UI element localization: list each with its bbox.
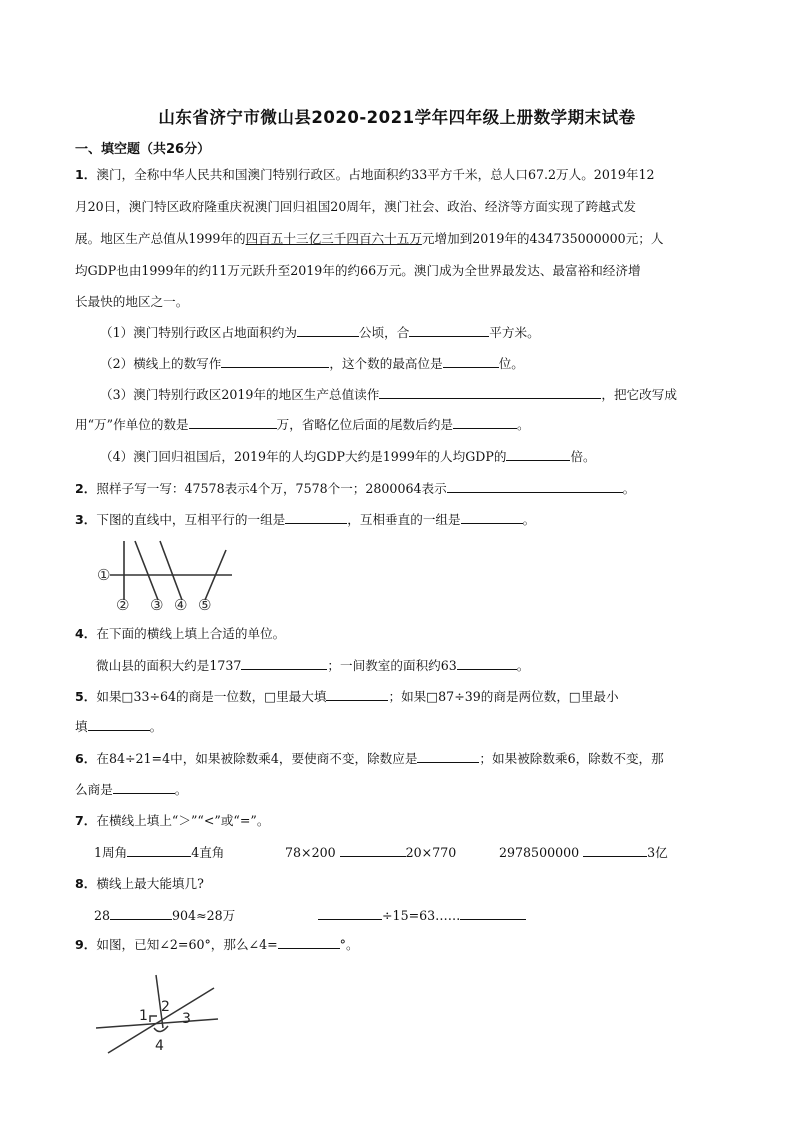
answer-blank[interactable]	[88, 716, 150, 731]
q3	[75, 509, 535, 530]
q1-sub1-text-c: 平方米。	[489, 325, 540, 340]
exam-title: 山东省济宁市微山县2020-2021学年四年级上册数学期末试卷	[158, 108, 636, 127]
q9	[75, 934, 359, 955]
angle-label-2: 2	[161, 999, 170, 1015]
q5-line2	[75, 716, 162, 737]
q1-text-line3a: 展。地区生产总值从1999年的	[75, 231, 246, 246]
q1-sub2-text-c: 位。	[498, 356, 524, 371]
answer-blank[interactable]	[409, 322, 489, 337]
q1-text-line2: 月20日，澳门特区政府隆重庆祝澳门回归祖国20周年，澳门社会、政治、经济等方面实现了跨越式发	[75, 199, 636, 214]
q8-item2-text: ÷15=63……	[382, 908, 461, 923]
q8-item1-left: 28	[94, 908, 111, 923]
q7-item1-left: 1周角	[94, 845, 128, 860]
q9-text-b: °。	[339, 937, 359, 952]
q4	[75, 624, 285, 644]
q6-line2	[75, 779, 187, 800]
q1-line3	[75, 229, 663, 249]
label-4: ④	[174, 596, 188, 614]
q8-number: 8．	[75, 876, 97, 891]
q7-item2	[285, 842, 456, 863]
q4-text-a: 在下面的横线上填上合适的单位。	[96, 626, 286, 641]
q7-item1	[94, 842, 224, 863]
line-3	[135, 541, 158, 600]
q2-text-b: 。	[622, 481, 636, 496]
q3-number: 3．	[75, 512, 97, 527]
answer-blank[interactable]	[285, 509, 347, 524]
q8-item1-right: 904≈28万	[172, 908, 236, 923]
answer-blank[interactable]	[318, 905, 382, 920]
angle-label-4: 4	[155, 1038, 164, 1054]
q2-text-a: 照样子写一写：47578表示4个万，7578个一；2800064表示	[96, 481, 447, 496]
q1-sub3-text-c: 用“万”作单位的数是	[75, 417, 189, 432]
q5	[75, 686, 619, 707]
answer-blank[interactable]	[447, 478, 623, 493]
answer-blank[interactable]	[460, 905, 526, 920]
q3-text-c: 。	[522, 512, 536, 527]
q1-text-line4: 均GDP也由1999年的约11万元跃升至2019年的约66万元。澳门成为全世界最发达、最富裕和经济增	[75, 263, 641, 278]
angle-figure	[96, 970, 224, 1056]
q8-text-a: 横线上最大能填几?	[96, 876, 204, 891]
q1-text-line1: 澳门，全称中华人民共和国澳门特别行政区。占地面积约33平方千米，总人口67.2万人。2019年12	[96, 167, 655, 182]
q6-text-a: 在84÷21=4中，如果被除数乘4，要使商不变，除数应是	[96, 751, 418, 766]
line-4	[160, 541, 182, 600]
q4-text-c: ；一间教室的面积约63	[327, 658, 457, 673]
q1-underlined-number: 四百五十三亿三千四百六十五万	[245, 231, 422, 246]
q1-sub4-text-a: （4）澳门回归祖国后，2019年的人均GDP大约是1999年的人均GDP的	[100, 449, 507, 464]
answer-blank[interactable]	[189, 414, 277, 429]
q1-sub4-text-b: 倍。	[570, 449, 596, 464]
answer-blank[interactable]	[340, 842, 406, 857]
q1-sub3-text-e: 。	[516, 417, 530, 432]
answer-blank[interactable]	[221, 353, 329, 368]
q1-sub3-text-a: （3）澳门特别行政区2019年的地区生产总值读作	[100, 387, 380, 402]
q7-text-a: 在横线上填上“＞”“<”或“=”。	[96, 813, 270, 828]
label-5: ⑤	[198, 596, 212, 614]
q4-number: 4．	[75, 626, 97, 641]
section-heading: 一、填空题（共26分）	[75, 142, 211, 157]
q5-text-d: 。	[149, 719, 163, 734]
answer-blank[interactable]	[110, 905, 172, 920]
q1-sub4	[100, 446, 596, 467]
answer-blank[interactable]	[461, 509, 523, 524]
q6-text-c: 么商是	[75, 782, 113, 797]
q1-sub1-text-a: （1）澳门特别行政区占地面积约为	[100, 325, 297, 340]
q1-sub3-cont	[75, 414, 530, 435]
q6-text-d: 。	[174, 782, 188, 797]
q1-sub1	[100, 322, 540, 343]
q7-item3-right: 3亿	[647, 845, 668, 860]
answer-blank[interactable]	[583, 842, 647, 857]
q3-text-b: ，互相垂直的一组是	[347, 512, 461, 527]
q7-item2-left: 78×200	[285, 845, 336, 860]
q2-number: 2．	[75, 481, 97, 496]
angle-label-3: 3	[182, 1011, 191, 1027]
q7-number: 7．	[75, 813, 97, 828]
q4-text-d: 。	[516, 658, 530, 673]
answer-blank[interactable]	[453, 414, 517, 429]
answer-blank[interactable]	[127, 842, 191, 857]
q3-text-a: 下图的直线中，互相平行的一组是	[96, 512, 286, 527]
q1-sub1-text-b: 公顷，合	[358, 325, 410, 340]
q7-item2-right: 20×770	[405, 845, 457, 860]
q4-line2	[96, 655, 529, 676]
q1-sub2-text-b: ，这个数的最高位是	[329, 356, 443, 371]
answer-blank[interactable]	[278, 934, 340, 949]
q1-number: 1．	[75, 167, 97, 182]
q5-text-c: 填	[75, 719, 88, 734]
q1-text-line5: 长最快的地区之一。	[75, 294, 189, 309]
angle-label-1: 1	[139, 1008, 148, 1024]
q1-sub2	[100, 353, 524, 374]
q7-item3-left: 2978500000	[499, 845, 580, 860]
q5-text-b: ；如果□87÷39的商是两位数，□里最小	[388, 689, 619, 704]
answer-blank[interactable]	[379, 384, 601, 399]
q9-text-a: 如图，已知∠2=60°，那么∠4=	[96, 937, 278, 952]
q7-item3	[499, 842, 668, 863]
q5-number: 5．	[75, 689, 97, 704]
q2	[75, 478, 635, 499]
q6	[75, 748, 664, 769]
label-1: ①	[97, 566, 111, 584]
answer-blank[interactable]	[417, 748, 479, 763]
answer-blank[interactable]	[297, 322, 359, 337]
q8-item1	[94, 905, 235, 926]
q1-sub3	[100, 384, 677, 405]
q7	[75, 811, 269, 831]
q1-sub2-text-a: （2）横线上的数写作	[100, 356, 222, 371]
answer-blank[interactable]	[443, 353, 499, 368]
answer-blank[interactable]	[326, 686, 388, 701]
parallel-perpendicular-lines-figure	[88, 538, 238, 616]
q5-text-a: 如果□33÷64的商是一位数，□里最大填	[96, 689, 327, 704]
label-3: ③	[150, 596, 164, 614]
answer-blank[interactable]	[113, 779, 175, 794]
q1-sub3-text-b: ，把它改写成	[601, 387, 677, 402]
q6-text-b: ；如果被除数乘6，除数不变，那	[479, 751, 664, 766]
q8-item2	[318, 905, 526, 926]
q1-text-line3b: 元增加到2019年的434735000000元；人	[421, 231, 664, 246]
q7-item1-right: 4直角	[191, 845, 225, 860]
angle-arc	[154, 1026, 168, 1032]
angle-mark	[150, 1016, 157, 1022]
answer-blank[interactable]	[457, 655, 517, 670]
q9-number: 9．	[75, 937, 97, 952]
q6-number: 6．	[75, 751, 97, 766]
q1-sub3-text-d: 万，省略亿位后面的尾数后约是	[276, 417, 453, 432]
q4-text-b: 微山县的面积大约是1737	[96, 658, 242, 673]
answer-blank[interactable]	[241, 655, 327, 670]
q8	[75, 874, 204, 894]
q1-line1	[75, 165, 654, 185]
answer-blank[interactable]	[506, 446, 570, 461]
label-2: ②	[116, 596, 130, 614]
